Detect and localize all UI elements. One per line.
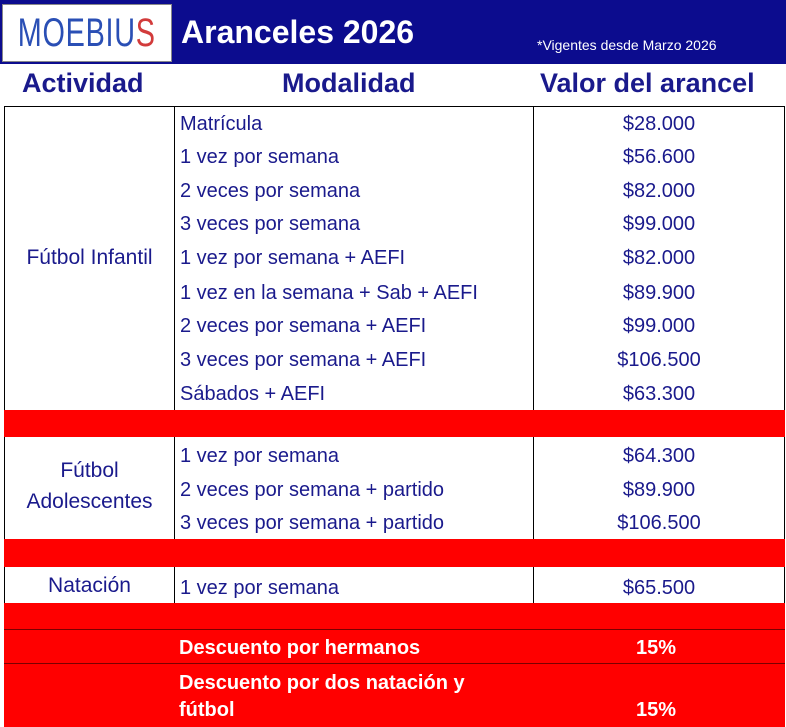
discount-divider bbox=[4, 629, 785, 630]
activity-natacion: Natación bbox=[48, 574, 131, 597]
table-row-valor: $63.300 bbox=[622, 383, 696, 405]
table-row-valor: $82.000 bbox=[622, 247, 696, 269]
column-divider bbox=[174, 106, 175, 410]
table-row-modalidad: 3 veces por semana + AEFI bbox=[180, 349, 427, 371]
table-row-valor: $99.000 bbox=[622, 213, 696, 235]
section-separator bbox=[4, 410, 785, 437]
discount-label: Descuento por hermanos bbox=[179, 637, 421, 659]
table-row-valor: $106.500 bbox=[617, 349, 701, 371]
page-title: Aranceles 2026 bbox=[181, 14, 415, 50]
section-separator bbox=[4, 539, 785, 567]
activity-futbol-infantil: Fútbol Infantil bbox=[26, 246, 153, 269]
discount-divider bbox=[4, 663, 785, 664]
table-row-modalidad: 3 veces por semana + partido bbox=[180, 512, 445, 534]
discount-value: 15% bbox=[636, 699, 677, 721]
table-row-modalidad: Matrícula bbox=[180, 113, 263, 135]
validity-note: *Vigentes desde Marzo 2026 bbox=[537, 37, 717, 53]
table-row-modalidad: 1 vez en la semana + Sab + AEFI bbox=[180, 282, 478, 304]
table-row-modalidad: 2 veces por semana + partido bbox=[180, 479, 445, 501]
table-row-valor: $28.000 bbox=[622, 113, 696, 135]
moebius-logo bbox=[2, 4, 172, 62]
activity-futbol-adolescentes-line2: Adolescentes bbox=[26, 490, 153, 513]
table-row-valor: $56.600 bbox=[622, 146, 696, 168]
column-header-valor: Valor del arancel bbox=[540, 68, 755, 98]
table-row-modalidad: 2 veces por semana + AEFI bbox=[180, 315, 427, 337]
table-row-modalidad: 3 veces por semana bbox=[180, 213, 361, 235]
table-top-border bbox=[4, 106, 784, 107]
table-row-valor: $99.000 bbox=[622, 315, 696, 337]
table-row-valor: $89.900 bbox=[622, 282, 696, 304]
column-header-modalidad: Modalidad bbox=[282, 68, 416, 98]
table-row-modalidad: 1 vez por semana bbox=[180, 445, 339, 467]
discount-value: 15% bbox=[636, 637, 677, 659]
table-row-modalidad: 1 vez por semana bbox=[180, 146, 339, 168]
table-row-valor: $82.000 bbox=[622, 180, 696, 202]
column-divider bbox=[174, 437, 175, 539]
table-row-modalidad: Sábados + AEFI bbox=[180, 383, 326, 405]
table-row-valor: $65.500 bbox=[622, 577, 696, 599]
table-row-valor: $64.300 bbox=[622, 445, 696, 467]
discount-label-line1: Descuento por dos natación y bbox=[179, 672, 465, 694]
table-row-valor: $106.500 bbox=[617, 512, 701, 534]
table-row-modalidad: 1 vez por semana + AEFI bbox=[180, 247, 406, 269]
table-row-valor: $89.900 bbox=[622, 479, 696, 501]
column-divider bbox=[174, 567, 175, 603]
column-header-actividad: Actividad bbox=[22, 68, 144, 98]
table-row-modalidad: 2 veces por semana bbox=[180, 180, 361, 202]
table-row-modalidad: 1 vez por semana bbox=[180, 577, 339, 599]
activity-futbol-adolescentes-line1: Fútbol bbox=[60, 459, 119, 482]
discount-label-line2: fútbol bbox=[179, 699, 235, 721]
logo-text: MOEBIUS bbox=[18, 10, 156, 55]
